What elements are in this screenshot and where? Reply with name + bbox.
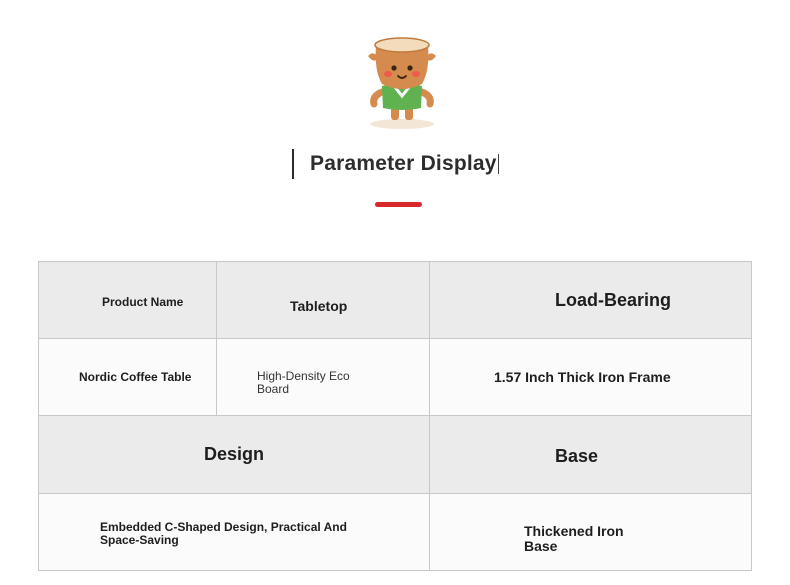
cell-design-label: Design	[204, 444, 265, 464]
table-cell	[217, 339, 430, 415]
cell-design-value: Embedded C-Shaped Design, Practical And Space-Saving	[100, 520, 347, 547]
table-row	[39, 262, 751, 339]
table-cell	[39, 416, 430, 493]
cell-load-bearing-value: 1.57 Inch Thick Iron Frame	[494, 369, 671, 385]
table-cell	[217, 262, 430, 338]
table-cell	[39, 339, 217, 415]
table-cell	[430, 416, 751, 493]
cell-tabletop-value: High-Density Eco Board	[257, 369, 350, 396]
table-cell	[39, 494, 430, 570]
tree-stump-mascot-icon	[364, 34, 440, 130]
cell-product-name-value: Nordic Coffee Table	[79, 370, 192, 384]
parameter-table	[38, 261, 752, 571]
cell-load-bearing-label: Load-Bearing	[555, 290, 672, 310]
table-row	[39, 416, 751, 494]
cell-base-value: Thickened Iron Base	[524, 523, 624, 554]
cell-base-label: Base	[555, 446, 599, 466]
cell-tabletop-label: Tabletop	[290, 298, 348, 314]
section-title	[292, 146, 499, 182]
table-row	[39, 494, 751, 570]
title-underline	[375, 202, 422, 207]
table-cell	[430, 339, 751, 415]
title-caret	[498, 154, 499, 174]
table-cell	[39, 262, 217, 338]
title-left-bar	[292, 149, 294, 179]
table-cell	[430, 494, 751, 570]
table-row	[39, 339, 751, 416]
table-cell	[430, 262, 751, 338]
cell-product-name-label: Product Name	[102, 295, 184, 309]
page-title: Parameter Display	[310, 152, 497, 175]
